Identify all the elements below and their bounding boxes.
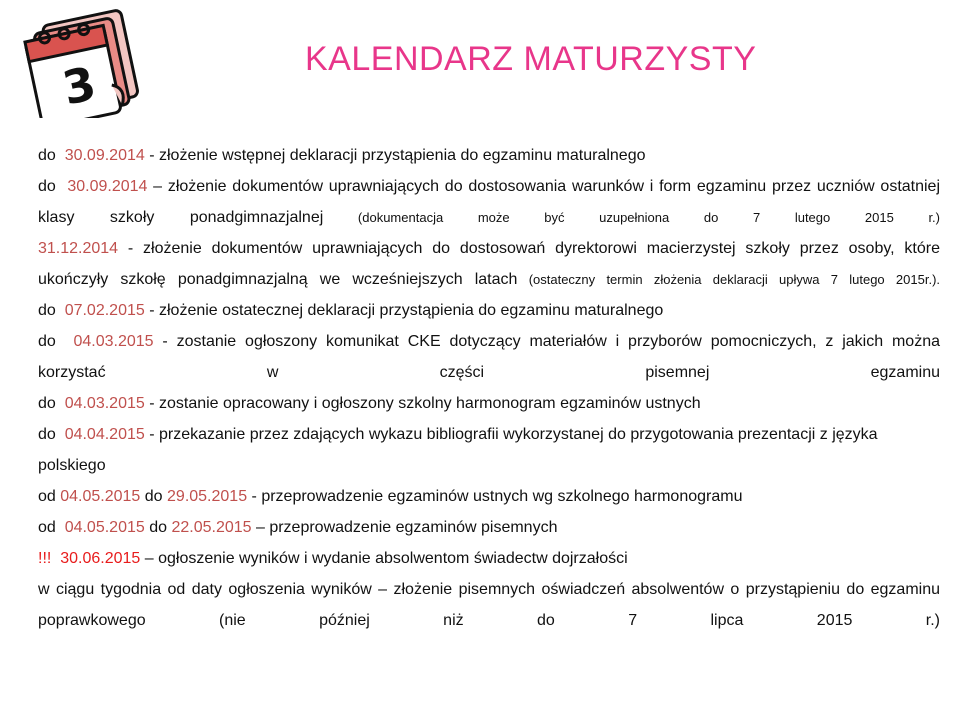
list-item: !!! 30.06.2015 – ogłoszenie wyników i wydanie absolwentom świadectw dojrzałości [38, 550, 628, 567]
svg-text:3: 3 [57, 56, 101, 116]
page-title: KALENDARZ MATURZYSTY [305, 40, 757, 78]
list-item: do 30.09.2014 – złożenie dokumentów uprawniających do dostosowania warunków i form egzaminu przez uczniów ostatniej klasy szkoły ponadgimnazjalnej (dokumentacja może być uzupełniona do 7 lutego 2015 r.) [38, 178, 941, 226]
list-item: od 04.05.2015 do 22.05.2015 – przeprowadzenie egzaminów pisemnych [38, 519, 558, 536]
calendar-logo-icon [10, 0, 160, 118]
list-item: do 30.09.2014 - złożenie wstępnej deklaracji przystąpienia do egzaminu maturalnego [38, 147, 646, 164]
list-item: w ciągu tygodnia od daty ogłoszenia wyników – złożenie pisemnych oświadczeń absolwentów o przystąpieniu do egzaminu poprawkowego (nie później niż do 7 lipca 2015 r.) [38, 581, 940, 629]
list-item: do 04.03.2015 - zostanie opracowany i ogłoszony szkolny harmonogram egzaminów ustnych [38, 395, 701, 412]
list-item: 31.12.2014 - złożenie dokumentów uprawniających do dostosowań dyrektorowi macierzystej szkoły przez osoby, które ukończyły szkołę ponadgimnazjalną we wcześniejszych latach (ostateczny termin złożenia deklaracji upływa 7 lutego 2015r.). [38, 240, 941, 288]
list-item: do 04.03.2015 - zostanie ogłoszony komunikat CKE dotyczący materiałów i przyborów pomocniczych, z jakich można korzystać w części pisemnej egzaminu [38, 333, 941, 381]
list-item: do 07.02.2015 - złożenie ostatecznej deklaracji przystąpienia do egzaminu maturalnego [38, 302, 664, 319]
list-item: od 04.05.2015 do 29.05.2015 - przeprowadzenie egzaminów ustnych wg szkolnego harmonogramu [38, 488, 743, 505]
calendar-list [38, 140, 940, 636]
list-item: do 04.04.2015 - przekazanie przez zdających wykazu bibliografii wykorzystanej do przygotowania prezentacji z języka polskiego [38, 426, 878, 474]
